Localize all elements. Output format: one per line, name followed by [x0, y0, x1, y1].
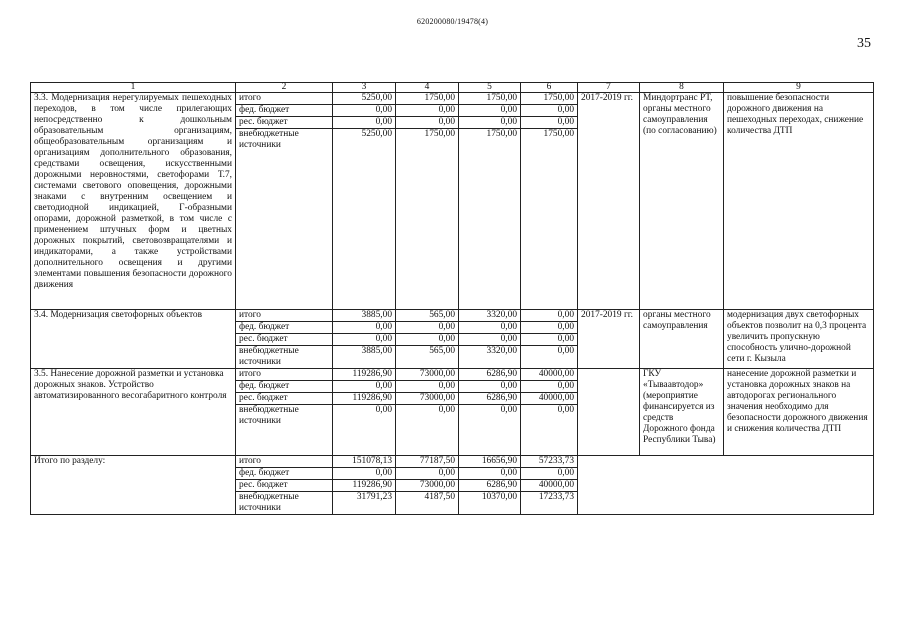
column-number: 1	[31, 83, 236, 93]
column-number: 2	[236, 83, 333, 93]
amount-2017: 4187,50	[396, 492, 459, 515]
empty-area	[578, 456, 874, 515]
column-number-row	[31, 83, 874, 93]
amount-2019: 0,00	[521, 381, 578, 393]
program-table	[30, 82, 874, 515]
amount-total: 0,00	[333, 105, 396, 117]
amount-total: 5250,00	[333, 93, 396, 105]
executor: Миндортранс РТ, органы местного самоуправления (по согласованию)	[640, 93, 724, 310]
amount-2017: 0,00	[396, 322, 459, 334]
funding-source: фед. бюджет	[236, 322, 333, 334]
amount-total: 3885,00	[333, 310, 396, 322]
amount-2018: 0,00	[459, 117, 521, 129]
executor: органы местного самоуправления	[640, 310, 724, 369]
amount-total: 0,00	[333, 334, 396, 346]
column-number: 9	[724, 83, 874, 93]
amount-2017: 0,00	[396, 117, 459, 129]
amount-2017: 1750,00	[396, 129, 459, 310]
amount-2018: 10370,00	[459, 492, 521, 515]
funding-source: рес. бюджет	[236, 480, 333, 492]
executor: ГКУ «Тываавтодор» (мероприятие финансируется из средств Дорожного фонда Республики Тыва)	[640, 369, 724, 456]
funding-source: итого	[236, 369, 333, 381]
amount-total: 151078,13	[333, 456, 396, 468]
amount-2017: 565,00	[396, 346, 459, 369]
amount-total: 5250,00	[333, 129, 396, 310]
document-id: 620200080/19478(4)	[416, 17, 489, 26]
amount-total: 0,00	[333, 468, 396, 480]
amount-2018: 16656,90	[459, 456, 521, 468]
column-number: 6	[521, 83, 578, 93]
funding-source: рес. бюджет	[236, 117, 333, 129]
amount-2018: 0,00	[459, 381, 521, 393]
amount-total: 3885,00	[333, 346, 396, 369]
amount-2018: 0,00	[459, 334, 521, 346]
amount-2019: 0,00	[521, 310, 578, 322]
funding-source: фед. бюджет	[236, 381, 333, 393]
amount-2018: 1750,00	[459, 93, 521, 105]
amount-total: 31791,23	[333, 492, 396, 515]
amount-total: 119286,90	[333, 393, 396, 405]
amount-2019: 0,00	[521, 322, 578, 334]
column-number: 5	[459, 83, 521, 93]
amount-2019: 0,00	[521, 105, 578, 117]
expected-result: модернизация двух светофорных объектов позволит на 0,3 процента увеличить пропускную способность улично-дорожной сети г. Кызыла	[724, 310, 874, 369]
amount-2017: 1750,00	[396, 93, 459, 105]
amount-2017: 73000,00	[396, 393, 459, 405]
amount-total: 119286,90	[333, 480, 396, 492]
amount-2017: 0,00	[396, 405, 459, 456]
funding-source: внебюджетные источники	[236, 492, 333, 515]
amount-2018: 6286,90	[459, 369, 521, 381]
amount-2019: 0,00	[521, 334, 578, 346]
funding-source: фед. бюджет	[236, 105, 333, 117]
funding-source: итого	[236, 456, 333, 468]
activity-name: 3.5. Нанесение дорожной разметки и установка дорожных знаков. Устройство автоматизированного весогабаритного контроля	[31, 369, 236, 456]
amount-total: 119286,90	[333, 369, 396, 381]
amount-total: 0,00	[333, 381, 396, 393]
amount-2019: 0,00	[521, 468, 578, 480]
funding-source: внебюджетные источники	[236, 346, 333, 369]
amount-2018: 6286,90	[459, 480, 521, 492]
amount-2019: 57233,73	[521, 456, 578, 468]
column-number: 3	[333, 83, 396, 93]
amount-2018: 0,00	[459, 105, 521, 117]
amount-2019: 1750,00	[521, 93, 578, 105]
amount-2017: 565,00	[396, 310, 459, 322]
table-row	[31, 93, 874, 105]
funding-source: итого	[236, 310, 333, 322]
amount-2018: 0,00	[459, 405, 521, 456]
amount-2019: 0,00	[521, 405, 578, 456]
amount-2017: 0,00	[396, 334, 459, 346]
amount-2018: 0,00	[459, 322, 521, 334]
period: 2017-2019 гг.	[578, 310, 640, 369]
amount-2019: 17233,73	[521, 492, 578, 515]
funding-source: итого	[236, 93, 333, 105]
amount-2018: 0,00	[459, 468, 521, 480]
amount-2018: 6286,90	[459, 393, 521, 405]
expected-result: повышение безопасности дорожного движения на пешеходных переходах, снижение количества ДТП	[724, 93, 874, 310]
amount-2017: 77187,50	[396, 456, 459, 468]
period	[578, 369, 640, 456]
amount-2018: 3320,00	[459, 310, 521, 322]
amount-2017: 0,00	[396, 468, 459, 480]
expected-result: нанесение дорожной разметки и установка дорожных знаков на автодорогах регионального значения необходимо для безопасности дорожного движения и снижения количества ДТП	[724, 369, 874, 456]
amount-total: 0,00	[333, 117, 396, 129]
amount-2019: 40000,00	[521, 393, 578, 405]
funding-source: внебюджетные источники	[236, 129, 333, 310]
funding-source: рес. бюджет	[236, 334, 333, 346]
amount-2019: 40000,00	[521, 369, 578, 381]
amount-2019: 1750,00	[521, 129, 578, 310]
amount-2018: 3320,00	[459, 346, 521, 369]
amount-2019: 0,00	[521, 117, 578, 129]
funding-source: внебюджетные источники	[236, 405, 333, 456]
column-number: 8	[640, 83, 724, 93]
table-row	[31, 369, 874, 381]
funding-source: рес. бюджет	[236, 393, 333, 405]
amount-total: 0,00	[333, 405, 396, 456]
activity-name: 3.4. Модернизация светофорных объектов	[31, 310, 236, 369]
amount-total: 0,00	[333, 322, 396, 334]
table-row	[31, 310, 874, 322]
amount-2018: 1750,00	[459, 129, 521, 310]
activity-name: 3.3. Модернизация нерегулируемых пешеходных переходов, в том числе прилегающих непосредственно к дошкольным образовательным организациям, общеобразовательным организациям и организациям дополнительного образования, средствами освещения, искусственными дорожными неровностями, светофорами Т.7, системами светового оповещения, дорожными знаками с внутренним освещением и светодиодной индикацией, Г-образными опорами, дорожной разметкой, в том числе с применением штучных форм и цветных дорожных покрытий, световозвращателями и индикаторами, а также устройствами дополнительного освещения и другими элементами повышения безопасности дорожного движения	[31, 93, 236, 310]
period: 2017-2019 гг.	[578, 93, 640, 310]
amount-2017: 0,00	[396, 105, 459, 117]
amount-2019: 0,00	[521, 346, 578, 369]
amount-2017: 73000,00	[396, 480, 459, 492]
page-number: 35	[857, 36, 871, 51]
amount-2019: 40000,00	[521, 480, 578, 492]
funding-source: фед. бюджет	[236, 468, 333, 480]
column-number: 4	[396, 83, 459, 93]
amount-2017: 0,00	[396, 381, 459, 393]
amount-2017: 73000,00	[396, 369, 459, 381]
summary-row	[31, 456, 874, 468]
column-number: 7	[578, 83, 640, 93]
summary-label: Итого по разделу:	[31, 456, 236, 515]
